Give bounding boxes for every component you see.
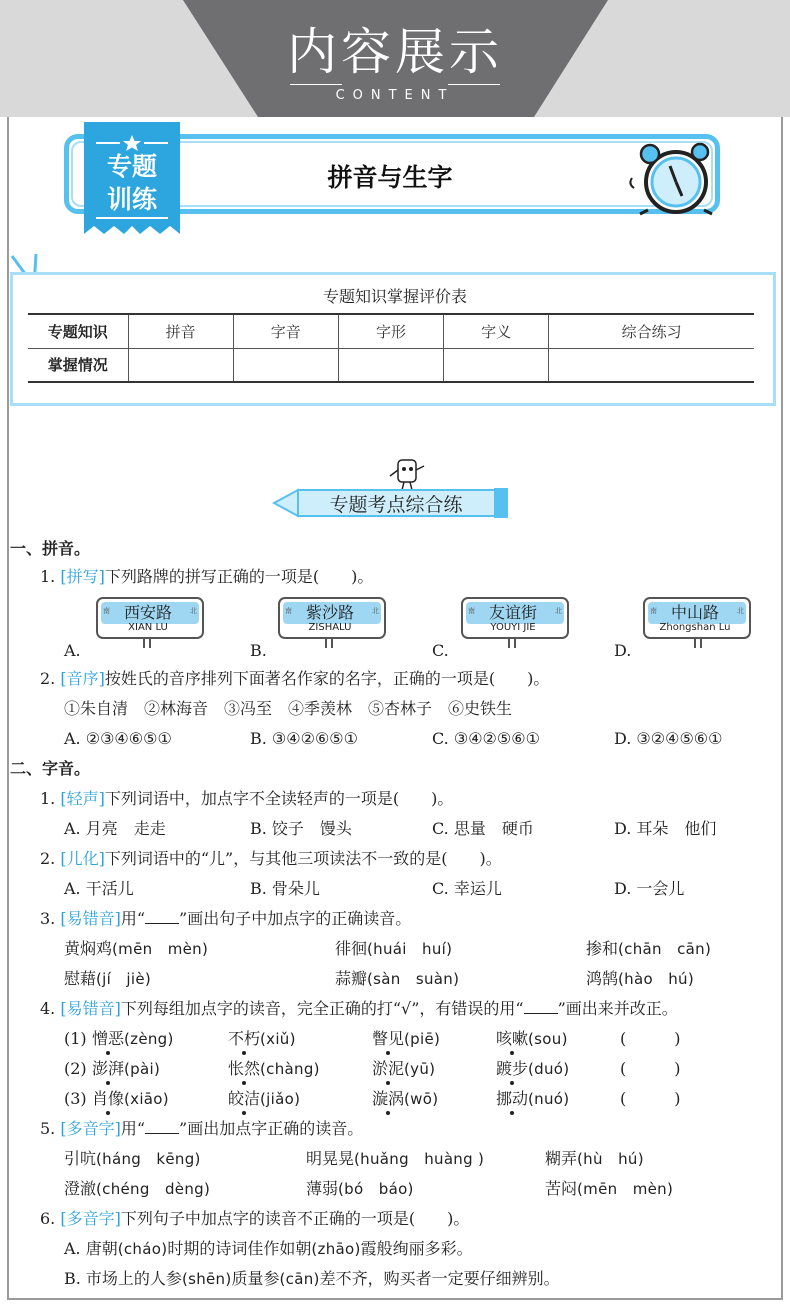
header-rule-left — [290, 84, 342, 85]
item-pinyin: (huái huí) — [367, 940, 453, 958]
item-pinyin: (jiǎo) — [260, 1090, 301, 1108]
q4-item — [496, 1088, 569, 1110]
q4-item — [92, 1088, 169, 1110]
item-pinyin: (xiǔ) — [260, 1030, 296, 1048]
option-letter[interactable]: A. — [64, 641, 81, 660]
item-pinyin: (mēn mèn) — [577, 1180, 674, 1198]
q4-item — [228, 1058, 320, 1080]
table-row — [28, 348, 754, 382]
sign-post — [325, 639, 327, 648]
part1-q1 — [40, 566, 373, 588]
question-number: 1. — [40, 567, 56, 586]
option-letter[interactable]: B. — [250, 641, 267, 660]
alarm-clock-icon — [626, 138, 720, 216]
item-word: 徘徊 — [335, 939, 368, 958]
dotted-word: 皎洁 — [228, 1089, 261, 1108]
answer-cell[interactable] — [233, 348, 338, 382]
road-sign-a — [96, 597, 204, 647]
item-word: 黄焖鸡 — [64, 939, 113, 958]
q4-item — [92, 1058, 160, 1080]
option-a[interactable] — [64, 1238, 473, 1260]
sign-south: 南 — [103, 607, 110, 615]
question-text: 下列每组加点字的读音，完全正确的打“√”，有错误的用“ — [120, 999, 524, 1018]
sign-north: 北 — [190, 607, 197, 615]
pinyin-item[interactable] — [586, 968, 694, 990]
road-sign-c — [461, 597, 569, 647]
answer-cell[interactable] — [549, 348, 754, 382]
question-text: 下列路牌的拼写正确的一项是( )。 — [104, 567, 374, 586]
q4-row-label: (1) — [64, 1029, 87, 1048]
item-word: 引吭 — [64, 1149, 97, 1168]
pinyin-item[interactable] — [64, 1148, 201, 1170]
question-text: ”画出句子中加点字的正确读音。 — [179, 909, 412, 928]
pinyin-item[interactable] — [306, 1178, 414, 1200]
table-cell: 专题知识 — [28, 314, 128, 348]
option-c[interactable]: C. 思量 硬币 — [432, 819, 534, 838]
item-pinyin: (nuó) — [528, 1090, 570, 1108]
author-names: ①朱自清 ②林海音 ③冯至 ④季羡林 ⑤杏林子 ⑥史铁生 — [64, 699, 513, 718]
table-row — [28, 314, 754, 348]
item-pinyin: (háng kēng) — [96, 1150, 201, 1168]
dotted-word: 澎湃 — [92, 1059, 125, 1078]
part2-q6 — [40, 1208, 469, 1230]
sign-pinyin: Zhongshan Lu — [659, 622, 731, 633]
pinyin-item[interactable] — [335, 968, 459, 990]
item-word: 掺和 — [586, 939, 619, 958]
header-title: 内容展示 — [287, 23, 503, 81]
question-tag: [多音字] — [60, 1209, 121, 1228]
question-tag: [音序] — [60, 669, 105, 688]
underline-blank — [145, 1120, 179, 1134]
sign-north: 北 — [737, 607, 744, 615]
question-text: ”画出来并改正。 — [557, 999, 678, 1018]
item-pinyin: (zhāo) — [311, 1240, 361, 1258]
sign-pinyin: XIAN LU — [128, 622, 168, 633]
sign-pinyin: YOUYI JIE — [490, 622, 536, 633]
sign-post — [514, 639, 516, 648]
item-word: 糊弄 — [545, 1149, 578, 1168]
evaluation-title: 专题知识掌握评价表 — [322, 287, 467, 306]
header-banner — [0, 0, 790, 117]
option-text: B. 市场上的人参 — [64, 1269, 182, 1288]
sign-post — [694, 639, 696, 648]
option-text: 霞般绚丽多彩。 — [360, 1239, 473, 1258]
item-word: 慰藉 — [64, 969, 97, 988]
sign-chinese: 中山路 — [670, 603, 719, 622]
question-text: 下列词语中，加点字不全读轻声的一项是( )。 — [104, 789, 454, 808]
option-b[interactable] — [64, 1268, 560, 1290]
option-text: A. 唐朝 — [64, 1239, 118, 1258]
dotted-word: 踱步 — [496, 1059, 529, 1078]
item-pinyin: (yū) — [404, 1060, 436, 1078]
q4-item — [228, 1028, 296, 1050]
answer-parentheses[interactable]: ( ) — [620, 1089, 681, 1108]
sign-south: 南 — [468, 607, 475, 615]
part1-q2 — [40, 668, 549, 690]
q4-item — [496, 1028, 568, 1050]
dotted-word: 淤泥 — [372, 1059, 405, 1078]
underline-blank — [145, 910, 179, 924]
topic-tag-line2: 训练 — [106, 185, 157, 214]
dotted-word: 咳嗽 — [496, 1029, 529, 1048]
question-number: 3. — [40, 909, 56, 928]
question-number: 1. — [40, 789, 56, 808]
sign-post — [508, 639, 510, 648]
sign-post — [143, 639, 145, 648]
table-cell: 拼音 — [128, 314, 233, 348]
dotted-word: 憎恶 — [92, 1029, 125, 1048]
pinyin-item[interactable] — [64, 1178, 210, 1200]
sign-post — [331, 639, 333, 648]
pinyin-item[interactable] — [586, 938, 711, 960]
option-letter[interactable]: C. — [432, 641, 449, 660]
sign-south: 南 — [650, 607, 657, 615]
part2-q5 — [40, 1118, 363, 1140]
option-b[interactable]: B. ③④②⑥⑤① — [250, 729, 358, 748]
part2-heading: 二、字音。 — [10, 759, 91, 778]
question-text: 用“ — [120, 909, 146, 928]
item-pinyin: (duó) — [528, 1060, 570, 1078]
item-word: 明晃晃 — [306, 1149, 355, 1168]
sign-post — [700, 639, 702, 648]
item-pinyin: (chéng dèng) — [96, 1180, 211, 1198]
question-number: 6. — [40, 1209, 56, 1228]
option-c[interactable]: C. 幸运儿 — [432, 879, 502, 898]
question-number: 4. — [40, 999, 56, 1018]
dotted-word: 怅然 — [228, 1059, 261, 1078]
answer-cell[interactable] — [444, 348, 549, 382]
table-cell: 字义 — [444, 314, 549, 348]
item-pinyin: (cháo) — [117, 1240, 168, 1258]
question-tag: [儿化] — [60, 849, 105, 868]
question-text: 按姓氏的音序排列下面著名作家的名字，正确的一项是( )。 — [104, 669, 550, 688]
sign-north: 北 — [372, 607, 379, 615]
q4-item — [372, 1088, 438, 1110]
item-pinyin: (hù hú) — [577, 1150, 644, 1168]
option-text: 质量参 — [231, 1269, 280, 1288]
header-subtitle: CONTENT — [335, 88, 455, 103]
item-pinyin: (xiāo) — [124, 1090, 169, 1108]
q4-item — [92, 1028, 174, 1050]
question-tag: [多音字] — [60, 1119, 121, 1138]
evaluation-table — [28, 313, 754, 383]
option-d[interactable]: D. 耳朵 他们 — [614, 819, 717, 838]
option-b[interactable]: B. 饺子 馒头 — [250, 819, 352, 838]
header-rule-right — [448, 84, 500, 85]
topic-title: 拼音与生字 — [327, 163, 453, 192]
item-pinyin: (mēn mèn) — [112, 940, 209, 958]
dotted-word: 肖像 — [92, 1089, 125, 1108]
item-pinyin: (bó báo) — [338, 1180, 414, 1198]
option-d[interactable]: D. ③②④⑤⑥① — [614, 729, 723, 748]
item-pinyin: (wō) — [404, 1090, 439, 1108]
pinyin-item[interactable] — [64, 968, 151, 990]
item-word: 澄澈 — [64, 1179, 97, 1198]
question-tag: [拼写] — [60, 567, 105, 586]
item-pinyin: (sàn suàn) — [367, 970, 460, 988]
item-pinyin: (cān) — [279, 1270, 320, 1288]
option-a[interactable]: A. ②③④⑥⑤① — [64, 729, 172, 748]
answer-cell[interactable] — [128, 348, 233, 382]
part2-q3 — [40, 908, 411, 930]
item-pinyin: (chàng) — [260, 1060, 320, 1078]
item-pinyin: (hào hú) — [618, 970, 695, 988]
option-a[interactable]: A. 干活儿 — [64, 879, 134, 898]
item-pinyin: (shēn) — [181, 1270, 232, 1288]
sign-chinese: 友谊街 — [488, 603, 537, 622]
item-pinyin: (zèng) — [124, 1030, 174, 1048]
underline-blank — [524, 1000, 558, 1014]
road-sign-d — [643, 597, 751, 647]
question-text: ”画出加点字正确的读音。 — [179, 1119, 364, 1138]
sign-chinese: 紫沙路 — [305, 603, 354, 622]
q4-item — [496, 1058, 569, 1080]
item-word: 鸿鹄 — [586, 969, 619, 988]
item-pinyin: (chān cān) — [618, 940, 712, 958]
item-pinyin: (jí jiè) — [96, 970, 152, 988]
option-a[interactable]: A. 月亮 走走 — [64, 819, 166, 838]
item-pinyin: (pài) — [124, 1060, 161, 1078]
q4-item — [372, 1058, 435, 1080]
question-text: 下列词语中的“儿”，与其他三项读法不一致的是( )。 — [104, 849, 502, 868]
question-tag: [轻声] — [60, 789, 105, 808]
q4-row-label: (2) — [64, 1059, 87, 1078]
question-tag: [易错音] — [60, 909, 121, 928]
table-cell: 字形 — [338, 314, 443, 348]
question-tag: [易错音] — [60, 999, 121, 1018]
sign-post — [149, 639, 151, 648]
option-text: 差不齐，购买者一定要仔细辨别。 — [319, 1269, 560, 1288]
part2-q4 — [40, 998, 678, 1020]
option-b[interactable]: B. 骨朵儿 — [250, 879, 320, 898]
pinyin-item[interactable] — [335, 938, 452, 960]
table-cell: 综合练习 — [549, 314, 754, 348]
table-cell: 掌握情况 — [28, 348, 128, 382]
q4-row-label: (3) — [64, 1089, 87, 1108]
question-text: 下列句子中加点字的读音不正确的一项是( )。 — [120, 1209, 470, 1228]
dotted-word: 瞥见 — [372, 1029, 405, 1048]
mascot-icon — [390, 460, 424, 490]
item-word: 苦闷 — [545, 1179, 578, 1198]
option-text: 时期的诗词佳作如朝 — [167, 1239, 312, 1258]
option-letter[interactable]: D. — [614, 641, 632, 660]
pinyin-item[interactable] — [545, 1178, 673, 1200]
sign-pinyin: ZISHALU — [308, 622, 352, 633]
option-c[interactable]: C. ③④②⑤⑥① — [432, 729, 540, 748]
sign-south: 南 — [285, 607, 292, 615]
q4-item — [228, 1088, 300, 1110]
topic-tag-line1: 专题 — [106, 152, 157, 181]
question-number: 2. — [40, 669, 56, 688]
part1-heading: 一、拼音。 — [10, 539, 91, 558]
item-pinyin: (huǎng huàng ) — [354, 1150, 485, 1168]
question-number: 5. — [40, 1119, 56, 1138]
answer-parentheses[interactable]: ( ) — [620, 1059, 681, 1078]
q4-item — [372, 1028, 440, 1050]
dotted-word: 挪动 — [496, 1089, 529, 1108]
option-d[interactable]: D. 一会儿 — [614, 879, 685, 898]
sign-chinese: 西安路 — [123, 603, 172, 622]
answer-parentheses[interactable]: ( ) — [620, 1029, 681, 1048]
section-banner-title: 专题考点综合练 — [329, 494, 463, 516]
topic-tag-label — [84, 150, 180, 216]
pinyin-item[interactable] — [545, 1148, 644, 1170]
answer-cell[interactable] — [338, 348, 443, 382]
dotted-word: 漩涡 — [372, 1089, 405, 1108]
item-word: 薄弱 — [306, 1179, 339, 1198]
sign-north: 北 — [555, 607, 562, 615]
dotted-word: 不朽 — [228, 1029, 261, 1048]
part2-q1 — [40, 788, 453, 810]
item-word: 蒜瓣 — [335, 969, 368, 988]
part2-q2 — [40, 848, 502, 870]
question-text: 用“ — [120, 1119, 146, 1138]
item-pinyin: (sou) — [528, 1030, 568, 1048]
item-pinyin: (piē) — [404, 1030, 441, 1048]
pinyin-item[interactable] — [64, 938, 208, 960]
question-number: 2. — [40, 849, 56, 868]
road-sign-b — [278, 597, 386, 647]
table-cell: 字音 — [233, 314, 338, 348]
pinyin-item[interactable] — [306, 1148, 484, 1170]
